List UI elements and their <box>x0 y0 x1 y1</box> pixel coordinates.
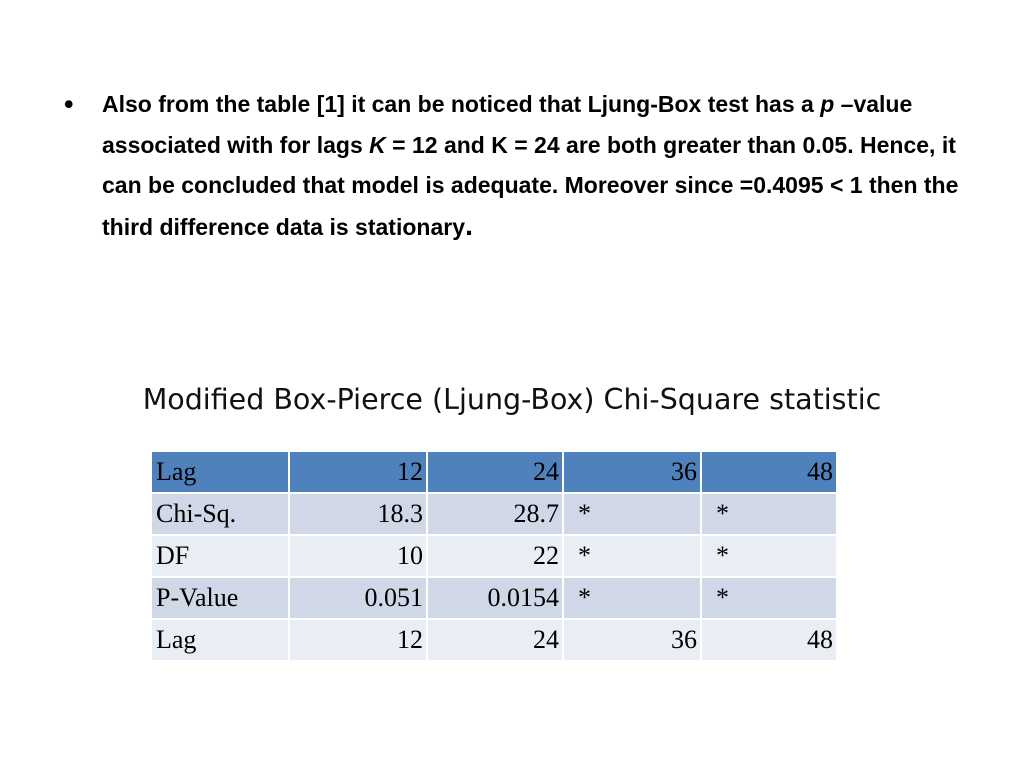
table-cell: 36 <box>563 451 701 493</box>
table-cell: 24 <box>427 619 563 661</box>
table-cell: * <box>563 535 701 577</box>
bullet-text <box>102 84 962 247</box>
table-cell: Lag <box>151 619 289 661</box>
table-cell: DF <box>151 535 289 577</box>
table-cell: * <box>701 493 837 535</box>
table-cell: 48 <box>701 451 837 493</box>
table-cell: * <box>701 577 837 619</box>
bullet-text-italic-p: p <box>820 91 835 117</box>
ljung-box-table <box>150 450 838 662</box>
table-cell: 12 <box>289 451 427 493</box>
table-cell: 12 <box>289 619 427 661</box>
bullet-text-italic-k: K <box>369 131 386 158</box>
table-cell: 22 <box>427 535 563 577</box>
bullet-text-part: –value associated with for lags <box>102 91 913 158</box>
table-cell: * <box>563 577 701 619</box>
table-cell: 36 <box>563 619 701 661</box>
table-heading: Modified Box-Pierce (Ljung-Box) Chi-Square statistic <box>142 383 882 416</box>
table-row <box>151 535 837 577</box>
table-row <box>151 577 837 619</box>
table-cell: 18.3 <box>289 493 427 535</box>
table-cell: 0.0154 <box>427 577 563 619</box>
bullet-text-part: = 12 and K = 24 are both greater than 0.05. Hence, it can be concluded that model is adequate. Moreover since =0.4095 < 1 then the third difference data is stationary <box>102 131 959 240</box>
table-cell: Lag <box>151 451 289 493</box>
bullet-text-part: Also from the table [1] it can be noticed that Ljung-Box test has a <box>102 91 821 117</box>
table-cell: 10 <box>289 535 427 577</box>
table-row <box>151 493 837 535</box>
table-cell: 0.051 <box>289 577 427 619</box>
table-cell: 48 <box>701 619 837 661</box>
table-cell: 28.7 <box>427 493 563 535</box>
table-header-row <box>151 451 837 493</box>
table-cell: 24 <box>427 451 563 493</box>
table-cell: * <box>563 493 701 535</box>
bullet-marker: • <box>64 89 74 119</box>
table-row <box>151 619 837 661</box>
table-cell: Chi-Sq. <box>151 493 289 535</box>
table-cell: P-Value <box>151 577 289 619</box>
table-cell: * <box>701 535 837 577</box>
bullet-text-period: . <box>464 209 474 242</box>
